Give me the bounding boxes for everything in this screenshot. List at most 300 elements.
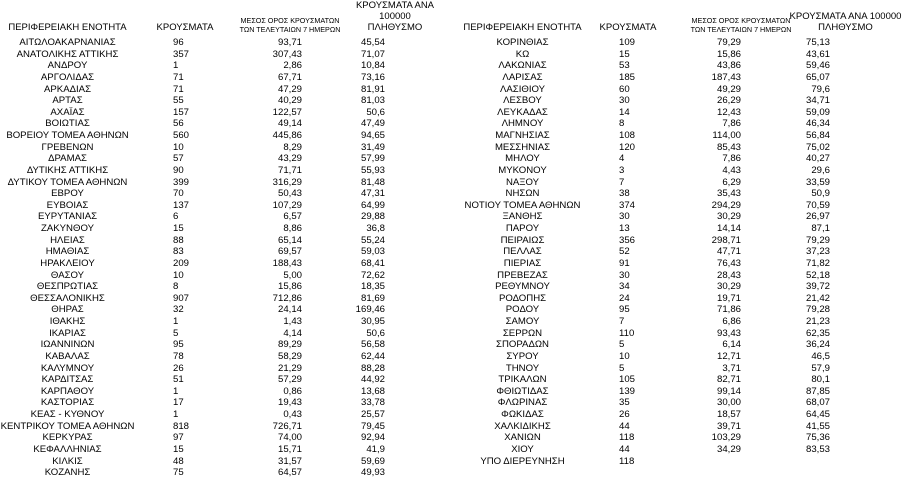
avg-7-days-cell: 19,71 [716,292,741,304]
region-name-cell: ΚΕΡΚΥΡΑΣ [42,432,93,444]
avg-7-days-cell: 24,14 [277,304,302,316]
region-name-cell: ΚΑΡΠΑΘΟΥ [40,385,95,397]
left-table-rows [0,37,455,479]
cases-cell: 71 [173,83,184,95]
table-row [0,72,455,84]
table-row [0,351,455,363]
avg-7-days-cell: 28,43 [716,269,741,281]
avg-7-days-cell: 188,43 [272,257,302,269]
avg-7-days-cell: 47,71 [716,246,741,258]
cases-cell: 1 [173,60,179,72]
avg-7-days-cell: 4,14 [283,327,302,339]
table-row [455,153,907,165]
region-name-cell: ΤΡΙΚΑΛΩΝ [498,374,547,386]
per-100k-cell: 87,85 [805,385,830,397]
avg-7-days-cell: 85,43 [716,141,741,153]
per-100k-cell: 79,28 [805,304,830,316]
table-row [455,409,907,421]
table-row [455,118,907,130]
table-row [455,246,907,258]
avg-7-days-cell: 64,57 [277,467,302,479]
avg-7-days-cell: 58,29 [277,350,302,362]
avg-7-days-cell: 187,43 [711,71,741,83]
region-name-cell: ΧΑΛΚΙΔΙΚΗΣ [494,420,551,432]
per-100k-cell: 44,92 [360,374,385,386]
region-name-cell: ΧΑΝΙΩΝ [504,432,541,444]
table-row [455,130,907,142]
region-name-cell: ΚΑΛΥΜΝΟΥ [40,362,95,374]
per-100k-cell: 68,07 [805,397,830,409]
cases-cell: 70 [173,188,184,200]
per-100k-cell: 62,35 [805,327,830,339]
cases-cell: 30 [619,211,630,223]
cases-cell: 44 [619,443,630,455]
avg-7-days-cell: 71,86 [716,304,741,316]
per-100k-cell: 81,03 [360,95,385,107]
region-name-cell: ΠΡΕΒΕΖΑΣ [497,269,548,281]
cases-cell: 90 [173,164,184,176]
table-row [0,200,455,212]
per-100k-cell: 33,78 [360,397,385,409]
table-row [0,211,455,223]
avg-7-days-cell: 34,29 [716,443,741,455]
per-100k-cell: 71,82 [805,257,830,269]
region-name-cell: ΑΡΓΟΛΙΔΑΣ [40,71,95,83]
avg-7-days-cell: 99,14 [716,385,741,397]
cases-cell: 10 [619,350,630,362]
region-name-cell: ΣΠΟΡΑΔΩΝ [496,339,549,351]
cases-cell: 32 [173,304,184,316]
avg-7-days-cell: 21,29 [277,362,302,374]
per-100k-cell: 79,45 [360,420,385,432]
table-row [0,153,455,165]
cases-cell: 51 [173,374,184,386]
region-name-cell: ΙΚΑΡΙΑΣ [49,327,86,339]
region-name-cell: ΠΕΙΡΑΙΩΣ [500,234,545,246]
avg-7-days-cell: 114,00 [712,130,741,141]
region-name-cell: ΑΡΤΑΣ [52,95,83,107]
region-name-cell: ΦΩΚΙΔΑΣ [501,409,544,420]
region-name-cell: ΡΟΔΟΥ [505,304,540,316]
region-name-cell: ΕΥΡΥΤΑΝΙΑΣ [37,211,98,223]
per-100k-cell: 79,6 [811,83,830,95]
cases-cell: 78 [173,350,184,362]
region-name-cell: ΛΑΚΩΝΙΑΣ [498,60,547,72]
cases-cell: 7 [619,176,625,188]
header-per-line1: ΚΡΟΥΣΜΑΤΑ ΑΝΑ 100000 [789,11,902,23]
avg-7-days-cell: 35,43 [716,188,741,200]
avg-7-days-cell: 6,29 [722,176,741,188]
table-row [0,177,455,189]
region-name-cell: ΧΙΟΥ [511,443,534,455]
avg-7-days-cell: 294,29 [711,199,741,211]
table-row [455,316,907,328]
table-row [455,60,907,72]
avg-7-days-cell: 15,71 [277,443,302,455]
cases-cell: 110 [619,327,635,339]
cases-cell: 96 [173,37,184,48]
per-100k-cell: 83,53 [805,443,830,455]
per-100k-cell: 59,03 [360,246,385,258]
per-100k-cell: 29,88 [360,211,385,223]
region-name-cell: ΔΥΤΙΚΟΥ ΤΟΜΕΑ ΑΘΗΝΩΝ [7,176,128,188]
region-name-cell: ΠΑΡΟΥ [505,223,540,234]
avg-7-days-cell: 30,29 [716,281,741,293]
cases-cell: 13 [619,223,630,234]
avg-7-days-cell: 82,71 [716,374,741,386]
table-row [0,49,455,61]
cases-cell: 139 [619,385,636,397]
table-row [455,165,907,177]
header-per-line1: ΚΡΟΥΣΜΑΤΑ ΑΝΑ 100000 [355,0,435,23]
avg-7-days-cell: 30,00 [716,397,741,409]
per-100k-cell: 52,18 [805,269,830,281]
cases-cell: 118 [619,432,635,444]
avg-7-days-cell: 19,43 [277,397,302,409]
cases-cell: 97 [173,432,184,444]
per-100k-cell: 75,02 [805,141,830,153]
cases-cell: 357 [173,48,190,60]
avg-7-days-cell: 103,29 [711,432,741,444]
avg-7-days-cell: 43,29 [277,153,302,165]
region-name-cell: ΣΕΡΡΩΝ [502,327,543,339]
region-name-cell: ΛΑΡΙΣΑΣ [502,71,543,83]
region-name-cell: ΡΟΔΟΠΗΣ [498,292,547,304]
per-100k-cell: 70,59 [805,199,830,211]
table-row [455,107,907,119]
region-name-cell: ΙΩΑΝΝΙΝΩΝ [40,339,95,351]
table-row [0,130,455,142]
per-100k-cell: 65,07 [805,71,830,83]
table-row [0,316,455,328]
per-100k-cell: 68,41 [360,257,385,269]
per-100k-cell: 33,59 [805,176,830,188]
avg-7-days-cell: 15,86 [716,48,741,60]
avg-7-days-cell: 67,71 [277,71,302,83]
cases-cell: 35 [619,397,630,409]
region-name-cell: ΘΗΡΑΣ [51,304,84,316]
cases-cell: 24 [619,292,630,304]
table-row [455,235,907,247]
header-avg-7-days [681,17,801,34]
per-100k-cell: 31,49 [360,141,385,153]
avg-7-days-cell: 15,86 [277,281,302,293]
region-name-cell: ΑΧΑΪΑΣ [50,106,85,118]
cases-cell: 91 [619,257,630,269]
table-row [0,363,455,375]
region-name-cell: ΞΑΝΘΗΣ [502,211,543,223]
region-name-cell: ΛΕΥΚΑΔΑΣ [497,106,548,118]
table-row [0,60,455,72]
avg-7-days-cell: 76,43 [716,257,741,269]
cases-cell: 44 [619,420,630,432]
table-row [0,118,455,130]
cases-cell: 15 [619,48,630,60]
region-name-cell: ΑΙΤΩΛΟΑΚΑΡΝΑΝΙΑΣ [19,37,116,48]
table-row [0,258,455,270]
table-row [455,421,907,433]
per-100k-cell: 25,57 [360,409,385,420]
avg-7-days-cell: 39,71 [716,420,741,432]
table-row [455,258,907,270]
avg-7-days-cell: 7,86 [722,153,741,165]
cases-cell: 4 [619,153,625,165]
per-100k-cell: 43,61 [805,48,830,60]
cases-cell: 105 [619,374,636,386]
per-100k-cell: 73,16 [360,71,385,83]
cases-cell: 10 [173,141,184,153]
table-row [455,374,907,386]
region-name-cell: ΠΙΕΡΙΑΣ [503,257,542,269]
header-avg-7-days [230,17,350,34]
table-row [0,142,455,154]
region-name-cell: ΒΟΙΩΤΙΑΣ [45,118,90,130]
cases-cell: 185 [619,71,636,83]
cases-cell: 71 [173,71,184,83]
avg-7-days-cell: 40,29 [277,95,302,107]
avg-7-days-cell: 3,71 [722,362,741,374]
per-100k-cell: 75,13 [805,37,830,48]
cases-cell: 60 [619,83,630,95]
avg-7-days-cell: 445,86 [272,130,302,141]
cases-cell: 57 [173,153,184,165]
avg-7-days-cell: 712,86 [272,292,302,304]
cases-cell: 83 [173,246,184,258]
per-100k-cell: 36,8 [366,223,385,234]
cases-cell: 15 [173,443,184,455]
per-100k-cell: 47,49 [360,118,385,130]
per-100k-cell: 49,93 [360,467,385,479]
per-100k-cell: 169,46 [355,304,385,316]
cases-cell: 399 [173,176,190,188]
region-name-cell: ΠΕΛΛΑΣ [503,246,542,258]
cases-cell: 55 [173,95,184,107]
cases-cell: 157 [173,106,190,118]
header-per-100k [340,1,450,34]
table-row [455,84,907,96]
avg-7-days-cell: 74,00 [277,432,302,444]
per-100k-cell: 47,31 [360,188,385,200]
per-100k-cell: 94,65 [360,130,385,141]
table-row [455,49,907,61]
region-name-cell: ΘΑΣΟΥ [50,269,85,281]
table-row [0,165,455,177]
table-row [0,397,455,409]
per-100k-cell: 81,91 [360,83,385,95]
table-row [455,456,907,468]
region-name-cell: ΚΑΣΤΟΡΙΑΣ [40,397,95,409]
table-row [0,386,455,398]
cases-cell: 38 [619,188,630,200]
region-name-cell: ΚΕΑΣ - ΚΥΘΝΟΥ [30,409,105,420]
cases-cell: 56 [173,118,184,130]
region-name-cell: ΚΩ [515,48,530,60]
per-100k-cell: 79,29 [805,234,830,246]
cases-cell: 5 [173,327,179,339]
table-row [0,409,455,421]
right-table [455,0,907,481]
cases-cell: 26 [619,409,630,420]
avg-7-days-cell: 6,57 [283,211,302,223]
region-name-cell: ΓΡΕΒΕΝΩΝ [41,141,94,153]
per-100k-cell: 57,99 [360,153,385,165]
cases-cell: 356 [619,234,636,246]
region-name-cell: ΣΑΜΟΥ [505,316,540,327]
region-name-cell: ΚΟΡΙΝΘΙΑΣ [496,37,549,48]
avg-7-days-cell: 4,43 [722,164,741,176]
avg-7-days-cell: 12,43 [716,106,741,118]
region-name-cell: ΣΥΡΟΥ [506,350,539,362]
per-100k-cell: 87,1 [811,223,830,234]
avg-7-days-cell: 12,71 [716,350,741,362]
table-row [455,351,907,363]
avg-7-days-cell: 47,29 [277,83,302,95]
region-name-cell: ΚΟΖΑΝΗΣ [44,467,91,479]
cases-cell: 108 [619,130,636,141]
cases-cell: 374 [619,199,636,211]
table-row [455,432,907,444]
avg-7-days-cell: 6,86 [722,316,741,327]
cases-cell: 95 [619,304,630,316]
per-100k-cell: 50,9 [811,188,830,200]
region-name-cell: ΝΟΤΙΟΥ ΤΟΜΕΑ ΑΘΗΝΩΝ [464,199,581,211]
region-name-cell: ΔΡΑΜΑΣ [48,153,87,165]
per-100k-cell: 75,36 [805,432,830,444]
cases-cell: 5 [619,339,625,351]
table-row [455,397,907,409]
cases-cell: 52 [619,246,630,258]
per-100k-cell: 71,07 [360,48,385,60]
per-100k-cell: 21,42 [805,292,830,304]
cases-cell: 26 [173,362,184,374]
avg-7-days-cell: 107,29 [272,199,302,211]
per-100k-cell: 62,44 [360,350,385,362]
cases-cell: 8 [173,281,179,293]
header-per-line2: ΠΛΗΘΥΣΜΟ [367,22,423,34]
per-100k-cell: 50,6 [366,327,385,339]
region-name-cell: ΙΘΑΚΗΣ [49,316,86,327]
region-name-cell: ΡΕΘΥΜΝΟΥ [495,281,550,293]
left-table-header [0,0,455,36]
region-name-cell: ΘΕΣΠΡΩΤΙΑΣ [36,281,99,293]
header-region: ΠΕΡΙΦΕΡΕΙΑΚΗ ΕΝΟΤΗΤΑ [8,22,127,34]
avg-7-days-cell: 122,57 [272,106,302,118]
cases-cell: 120 [619,141,636,153]
header-avg-line1: ΜΕΣΟΣ ΟΡΟΣ ΚΡΟΥΣΜΑΤΩΝ [240,16,340,26]
region-name-cell: ΜΥΚΟΝΟΥ [498,164,547,176]
cases-cell: 118 [619,455,635,467]
table-row [0,95,455,107]
region-name-cell: ΝΗΣΩΝ [505,188,540,200]
table-row [455,270,907,282]
per-100k-cell: 59,09 [805,106,830,118]
cases-cell: 88 [173,234,184,246]
cases-cell: 15 [173,223,184,234]
avg-7-days-cell: 71,71 [277,164,302,176]
avg-7-days-cell: 726,71 [272,420,302,432]
table-row [0,223,455,235]
table-row [0,281,455,293]
avg-7-days-cell: 0,43 [283,409,302,420]
per-100k-cell: 37,23 [805,246,830,258]
avg-7-days-cell: 18,57 [716,409,741,420]
cases-cell: 907 [173,292,190,304]
table-row [455,304,907,316]
region-name-cell: ΜΗΛΟΥ [505,153,540,165]
per-100k-cell: 41,55 [805,420,830,432]
table-row [0,374,455,386]
avg-7-days-cell: 69,57 [277,246,302,258]
avg-7-days-cell: 14,14 [716,223,741,234]
per-100k-cell: 39,72 [805,281,830,293]
per-100k-cell: 72,62 [360,269,385,281]
cases-cell: 14 [619,106,630,118]
cases-cell: 560 [173,130,190,141]
avg-7-days-cell: 298,71 [711,234,741,246]
header-per-100k [788,12,903,34]
cases-cell: 17 [173,397,184,409]
avg-7-days-cell: 43,86 [716,60,741,72]
table-row [0,188,455,200]
cases-cell: 6 [173,211,179,223]
table-row [0,328,455,340]
avg-7-days-cell: 89,29 [277,339,302,351]
table-row [455,211,907,223]
avg-7-days-cell: 93,43 [716,327,741,339]
table-row [0,339,455,351]
table-row [0,467,455,479]
table-row [0,246,455,258]
table-row [0,421,455,433]
per-100k-cell: 29,6 [811,164,830,176]
table-row [455,328,907,340]
cases-cell: 7 [619,316,625,327]
per-100k-cell: 81,48 [360,176,385,188]
region-name-cell: ΚΕΦΑΛΛΗΝΙΑΣ [33,443,102,455]
table-row [455,95,907,107]
table-row [0,293,455,305]
cases-cell: 30 [619,269,630,281]
header-avg-line1: ΜΕΣΟΣ ΟΡΟΣ ΚΡΟΥΣΜΑΤΩΝ [691,16,791,26]
avg-7-days-cell: 0,86 [283,385,302,397]
region-name-cell: ΘΕΣΣΑΛΟΝΙΚΗΣ [30,292,105,304]
header-cases: ΚΡΟΥΣΜΑΤΑ [156,22,214,34]
table-row [455,142,907,154]
cases-cell: 34 [619,281,630,293]
cases-cell: 8 [619,118,625,130]
header-cases: ΚΡΟΥΣΜΑΤΑ [599,22,657,34]
per-100k-cell: 45,54 [360,37,385,48]
per-100k-cell: 55,93 [360,164,385,176]
region-name-cell: ΑΝΔΡΟΥ [47,60,88,72]
region-name-cell: ΜΑΓΝΗΣΙΑΣ [495,130,550,141]
per-100k-cell: 40,27 [805,153,830,165]
region-name-cell: ΕΥΒΟΙΑΣ [46,199,89,211]
cases-cell: 137 [173,199,190,211]
avg-7-days-cell: 5,00 [283,269,302,281]
table-row [455,200,907,212]
avg-7-days-cell: 316,29 [272,176,302,188]
region-name-cell: ΒΟΡΕΙΟΥ ΤΟΜΕΑ ΑΘΗΝΩΝ [6,130,129,141]
avg-7-days-cell: 65,14 [277,234,302,246]
cases-cell: 1 [173,385,179,397]
region-name-cell: ΗΜΑΘΙΑΣ [45,246,90,258]
table-row [0,444,455,456]
per-100k-cell: 55,24 [360,234,385,246]
per-100k-cell: 46,34 [805,118,830,130]
table-row [0,456,455,468]
region-name-cell: ΑΝΑΤΟΛΙΚΗΣ ΑΤΤΙΚΗΣ [16,48,119,60]
